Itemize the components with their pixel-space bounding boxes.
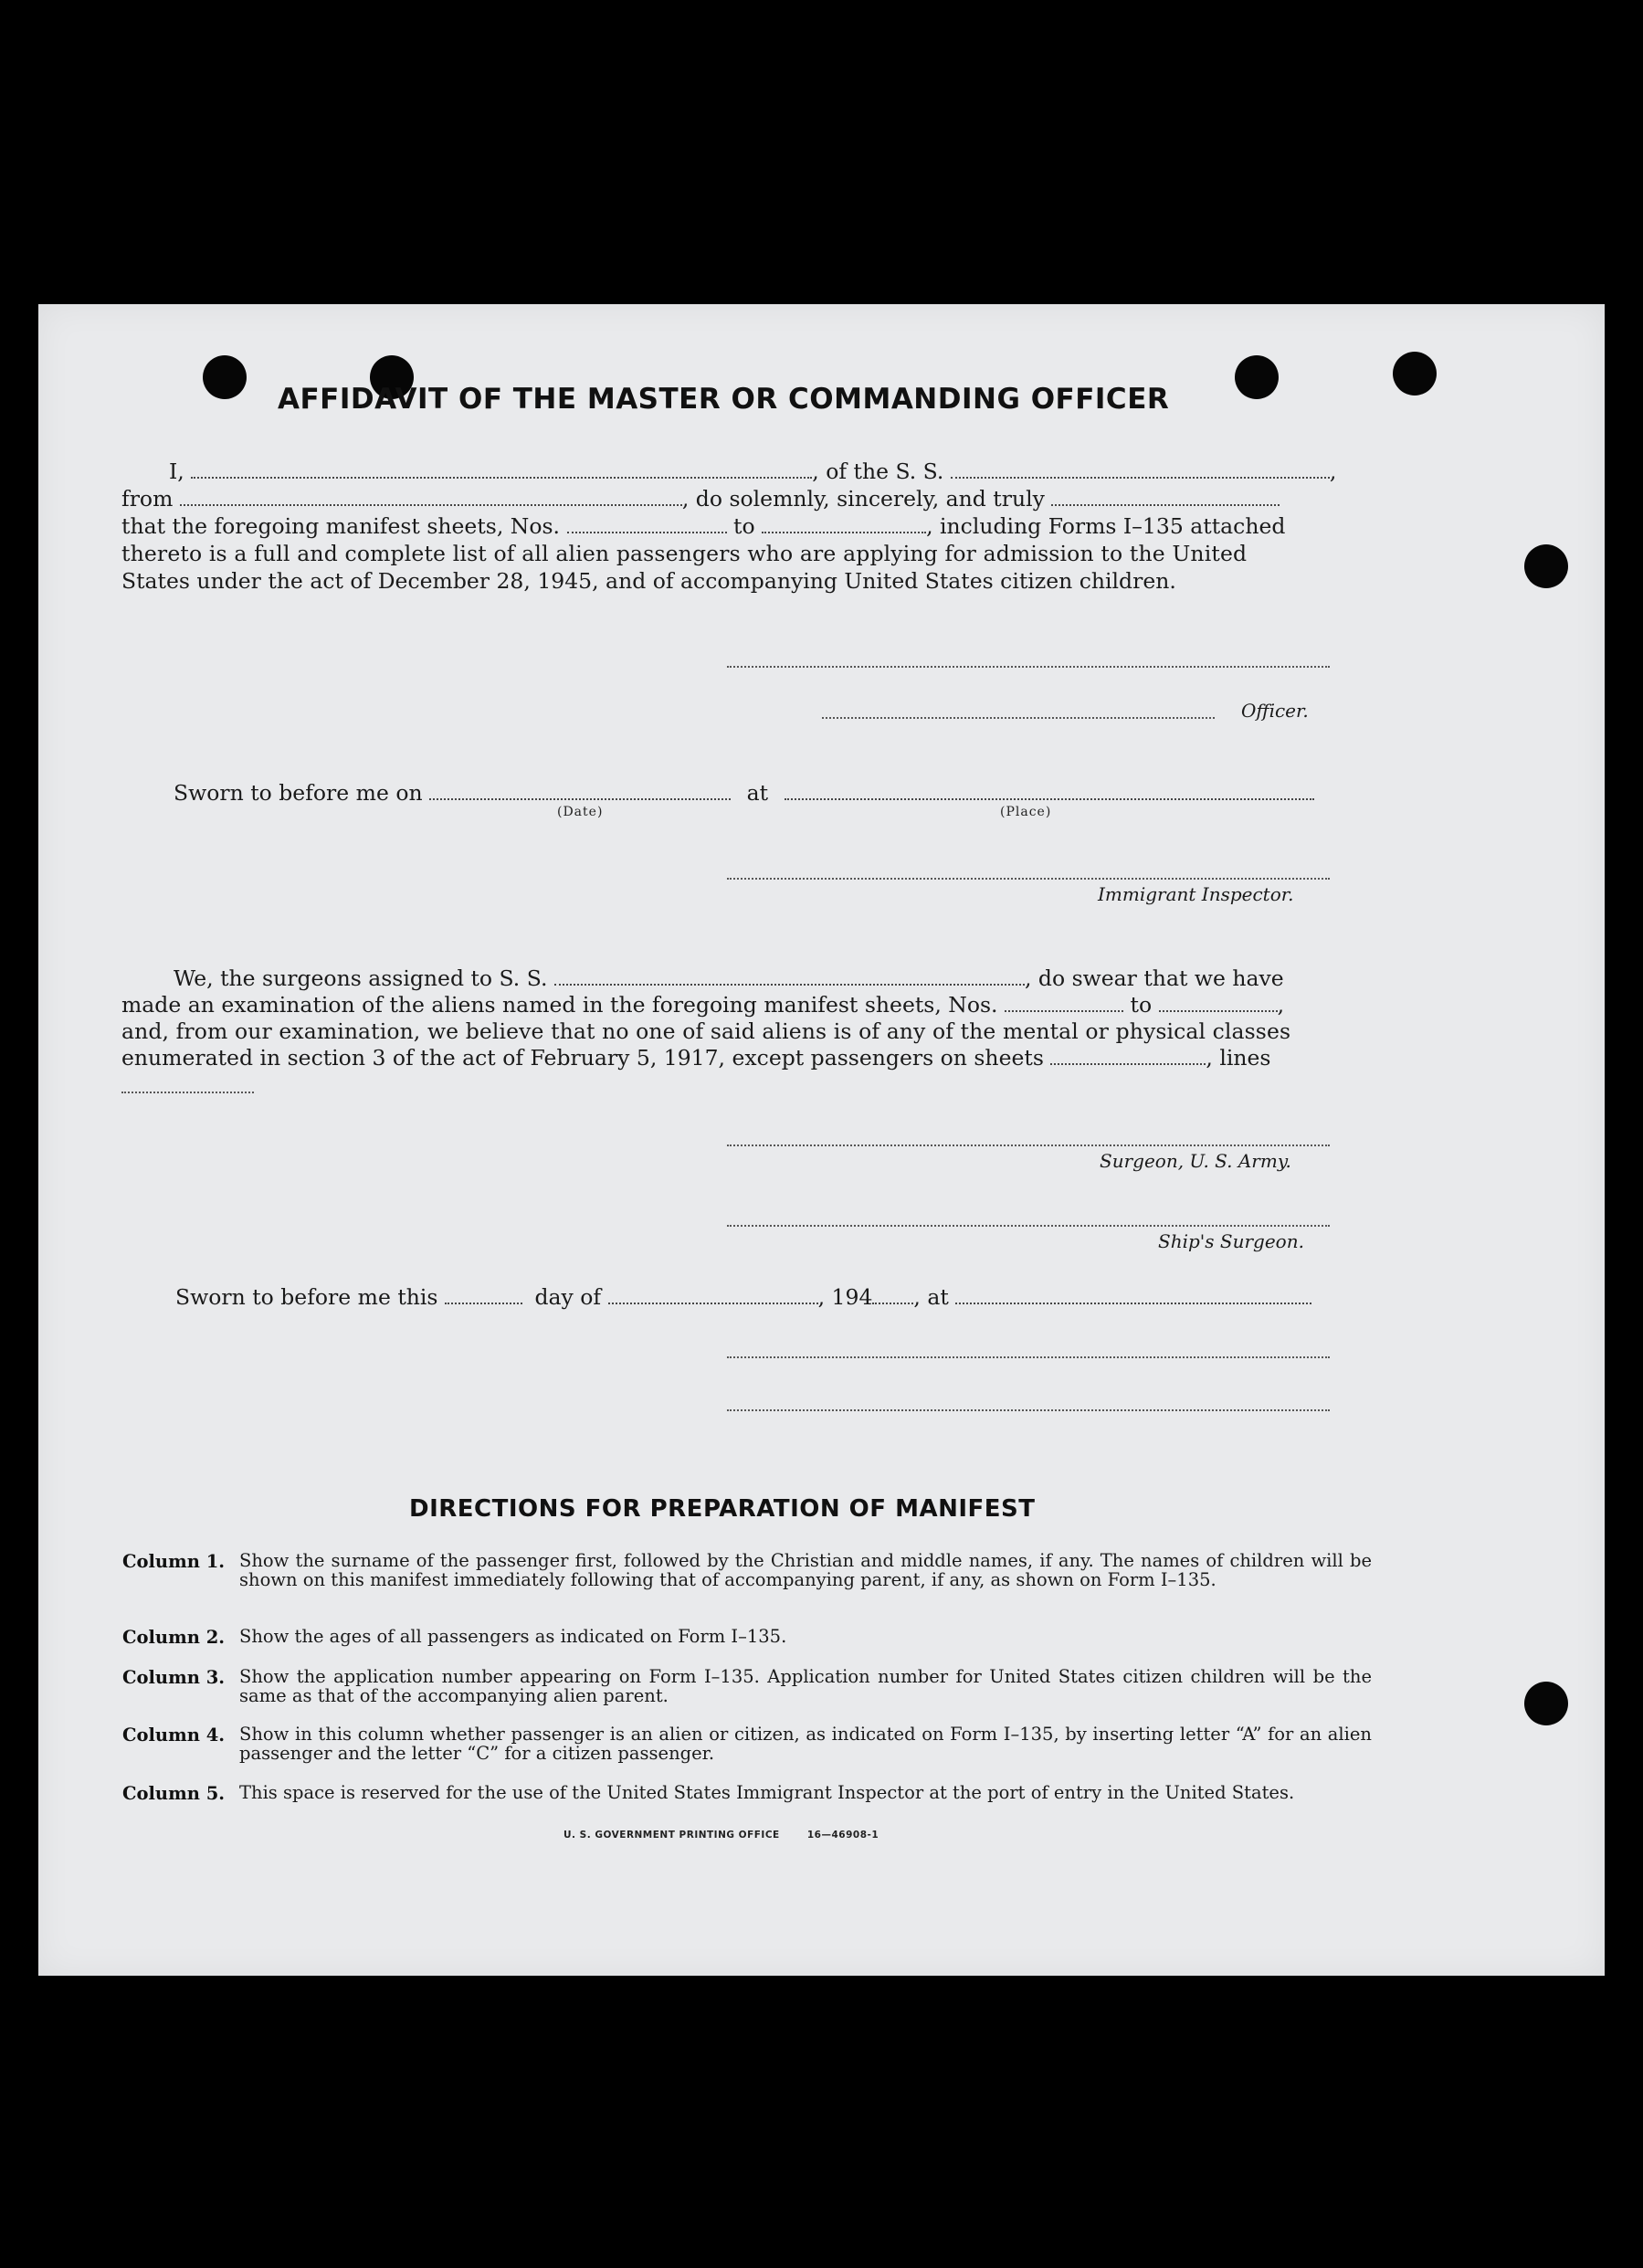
direction-text: Show the ages of all passengers as indicated on Form I–135. [239,1626,787,1647]
printer-name: U. S. GOVERNMENT PRINTING OFFICE [563,1830,780,1841]
except-sheets-blank[interactable] [1050,1062,1206,1065]
year-blank[interactable] [872,1302,913,1304]
text: , lines [1206,1045,1271,1071]
text: We, the surgeons assigned to S. S. [174,965,548,991]
from-blank[interactable] [180,503,682,506]
affidavit-title: AFFIDAVIT OF THE MASTER OR COMMANDING OFFICER [278,383,1170,416]
punch-hole [1393,352,1437,396]
punch-hole [1524,544,1568,588]
direction-text: Show the application number appearing on Form I–135. Application number for United States citizen children will be the same as that of the accompanying alien parent. [239,1666,1372,1706]
inspector-label: Immigrant Inspector. [1098,883,1294,905]
surgeons-line-4 [121,1044,1270,1071]
date-blank[interactable] [429,797,731,800]
surgeons-line-3: and, from our examination, we believe that no one of said aliens is of any of the mental or physical classes [121,1018,1291,1044]
direction-column-label: Column 5. [122,1783,226,1804]
text: , do swear that we have [1024,965,1284,991]
surgeons-line-1 [174,965,1284,992]
inspector-signature-line[interactable] [727,878,1330,880]
affidavit-line-1 [169,458,1336,485]
ship-surgeon-label: Ship's Surgeon. [1158,1230,1304,1252]
surgeons-line-2 [121,991,1284,1018]
direction-text: Show the surname of the passenger first, followed by the Christian and middle names, if any. The names of children will be shown on this manifest immediately following that of accompanying parent, if any, as shown on Form I–135. [239,1550,1372,1590]
printer-imprint [563,1830,879,1841]
text: , including Forms I–135 attached [926,513,1286,539]
name-blank[interactable] [191,476,812,479]
direction-column-label: Column 3. [122,1667,226,1688]
officer-label: Officer. [1241,700,1309,722]
text: day of [534,1284,602,1310]
surgeons-sheets-to-blank[interactable] [1159,1009,1278,1012]
text: to [733,513,755,539]
sworn-place-blank[interactable] [955,1302,1311,1304]
direction-column-label: Column 2. [122,1627,226,1648]
sheets-from-blank[interactable] [567,531,727,533]
army-surgeon-signature-line[interactable] [727,1145,1330,1146]
text: made an examination of the aliens named in the foregoing manifest sheets, Nos. [121,992,998,1018]
text: , of the S. S. [812,459,944,484]
form-page [38,304,1605,1976]
surgeons-sheets-from-blank[interactable] [1005,1009,1123,1012]
affidavit-line-3 [121,512,1285,540]
text: , [1329,459,1337,484]
sworn-line-2 [175,1283,1311,1311]
sworn2-signature-line-1[interactable] [727,1356,1330,1358]
affidavit-line-5: States under the act of December 28, 1945, and of accompanying United States citizen children. [121,568,1176,594]
sheets-to-blank[interactable] [762,531,926,533]
sworn-line-1 [174,779,1314,807]
affirm-blank[interactable] [1051,503,1280,506]
date-caption: (Date) [557,805,604,819]
punch-hole [1235,355,1279,399]
master-signature-line[interactable] [727,666,1330,668]
month-blank[interactable] [608,1302,818,1304]
affidavit-line-2 [121,485,1280,512]
text: I, [169,459,184,484]
direction-text: This space is reserved for the use of the United States Immigrant Inspector at the port of entry in the United States. [239,1782,1295,1803]
ship-surgeon-signature-line[interactable] [727,1225,1330,1227]
text: , do solemnly, sincerely, and truly [681,486,1045,512]
text: , at [913,1284,949,1310]
lines-blank[interactable] [121,1092,254,1093]
place-blank[interactable] [785,797,1314,800]
place-caption: (Place) [1000,805,1052,819]
directions-title: DIRECTIONS FOR PREPARATION OF MANIFEST [409,1495,1036,1523]
direction-column-label: Column 1. [122,1551,226,1572]
punch-hole [203,355,247,399]
officer-signature-line[interactable] [822,717,1215,719]
punch-hole [1524,1682,1568,1725]
text: from [121,486,174,512]
sworn2-signature-line-2[interactable] [727,1409,1330,1411]
direction-text: Show in this column whether passenger is an alien or citizen, as indicated on Form I–135, by inserting letter “A” for an alien passenger and the letter “C” for a citizen passenger. [239,1724,1372,1764]
text: Sworn to before me on [174,780,423,806]
text: , [1277,992,1285,1018]
form-code: 16—46908-1 [806,1830,879,1841]
text: at [746,780,769,806]
text: that the foregoing manifest sheets, Nos. [121,513,561,539]
text: , 194 [817,1284,873,1310]
affidavit-line-4: thereto is a full and complete list of all alien passengers who are applying for admission to the United [121,541,1248,566]
day-blank[interactable] [445,1302,522,1304]
direction-column-label: Column 4. [122,1725,226,1746]
ship-blank[interactable] [951,476,1330,479]
text: Sworn to before me this [175,1284,438,1310]
text: to [1130,992,1153,1018]
army-surgeon-label: Surgeon, U. S. Army. [1100,1150,1291,1172]
text: enumerated in section 3 of the act of February 5, 1917, except passengers on sheets [121,1045,1044,1071]
surgeons-ship-blank[interactable] [554,983,1025,986]
